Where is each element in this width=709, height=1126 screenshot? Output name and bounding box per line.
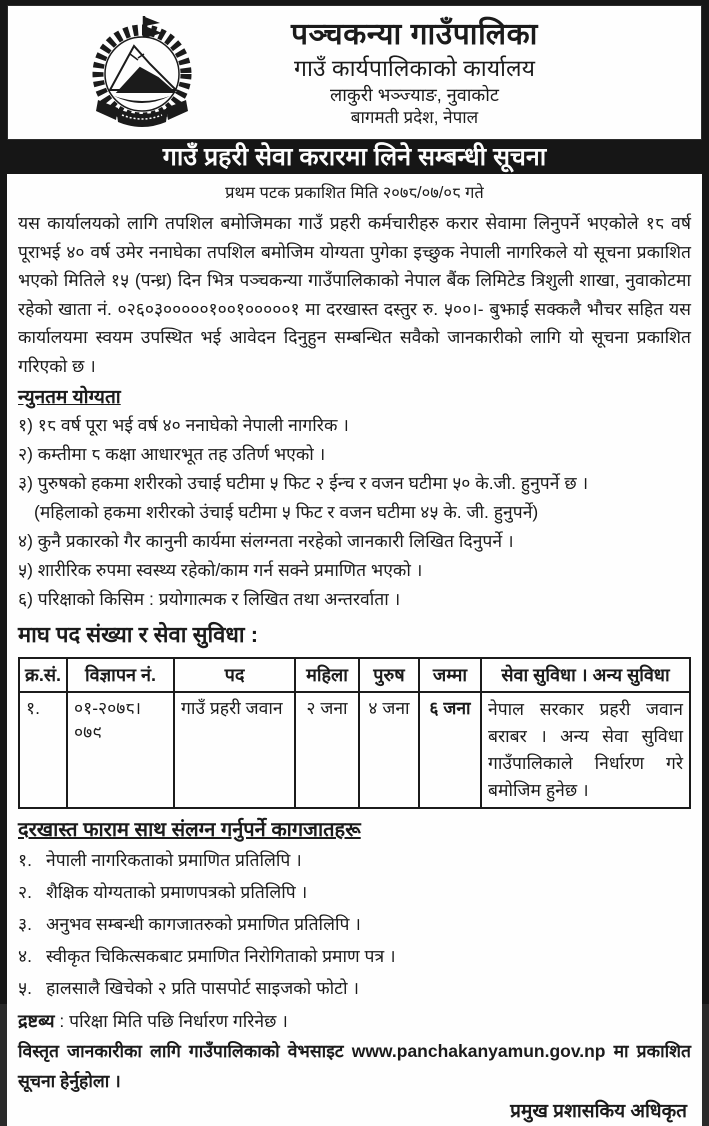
website-line-post: मा प्रकाशित सूचना हेर्नुहोला । [18,1041,692,1091]
col-facility: सेवा सुविधा । अन्य सुविधा [481,658,690,692]
cell-facility: नेपाल सरकार प्रहरी जवान बराबर । अन्य सेवा सुविधा गाउँपालिकाले निर्धारण गरे बमोजिम हुनेछ । [481,692,690,808]
website-line [18,1036,691,1096]
document-item [18,972,691,1004]
col-advert-no: विज्ञापन नं. [67,658,174,692]
document-item-number: १. [18,850,32,870]
qualification-item-note: (महिलाको हकमा शरीरको उंचाई घटीमा ५ फिट र वजन घटीमा ४५ के. जी. हुनुपर्ने) [34,502,539,522]
cell-male: ४ जना [359,692,419,808]
document-item [18,940,691,972]
remark-text: : परिक्षा मिति पछि निर्धारण गरिनेछ । [54,1011,288,1031]
document-item-number: २. [18,882,32,902]
qualification-item: २) कम्तीमा ८ कक्षा आधारभूत तह उतिर्ण भएको । [18,444,326,464]
document-item-number: ५. [18,978,32,998]
published-date-line: प्रथम पटक प्रकाशित मिति २०७८/०७/०८ गते [225,184,484,202]
website-url: www.panchakanyamun.gov.np [351,1041,606,1061]
remark-label: द्रष्टब्य [18,1011,55,1031]
qualifications-heading: न्युनतम योग्यता [18,387,121,408]
vacancy-heading: माघ पद संख्या र सेवा सुविधा : [18,622,259,647]
qualification-item: ३) पुरुषको हकमा शरीरको उचाई घटीमा ५ फिट २ ईन्च र वजन घटीमा ५० के.जी. हुनुपर्ने छ । [18,473,589,493]
qualification-item: ६) परिक्षाको किसिम : प्रयोगात्मक र लिखित तथा अन्तरर्वाता । [18,589,401,609]
col-post: पद [174,658,295,692]
address-line-2: बागमती प्रदेश, नेपाल [350,107,479,127]
website-line-pre: विस्तृत जानकारीका लागि गाउँपालिकाको वेभसाइट [18,1041,352,1061]
cell-serial-no: १. [19,692,67,808]
document-item [18,844,691,876]
remark-line [18,1006,691,1036]
vacancy-table [18,657,691,809]
documents-heading: दरखास्त फाराम साथ संलग्न गर्नुपर्ने कागजातहरू [18,819,361,841]
col-female: महिला [295,658,359,692]
cell-post: गाउँ प्रहरी जवान [174,692,295,808]
document-item [18,908,691,940]
address-line-1: लाकुरी भञ्ज्याङ, नुवाकोट [330,84,499,105]
cell-female: २ जना [295,692,359,808]
signature-title: प्रमुख प्रशासकिय अधिकृत [510,1101,687,1122]
municipality-name: पञ्चकन्या गाउँपालिका [291,17,538,51]
document-item-text: शैक्षिक योग्यताको प्रमाणपत्रको प्रतिलिपि । [46,882,308,902]
notice-paragraph: यस कार्यालयको लागि तपशिल बमोजिमका गाउँ प्रहरी कर्मचारीहरु करार सेवामा लिनुपर्ने भएकोले १८ वर्ष पूराभई ४० वर्ष उमेर ननाघेका तपशिल बमोजिम योग्यता पुगेका इच्छुक नेपाली नागरिकले यो सूचना प्रकाशित भएको मितिले १५ (पन्ध्र) दिन भित्र पञ्चकन्या गाउँपालिकाको नेपाल बैंक लिमिटेड त्रिशुली शाखा, नुवाकोटमा रहेको खाता नं. ०२६०३०००००१००१०००००१ मा दरखास्त दस्तुर रु. ५००।- बुझाई सक्कलै भौचर सहित यस कार्यालयमा स्वयम उपस्थित भई आवेदन दिनुहुन सम्बन्धित सवैको जानकारीको लागि यो सूचना प्रकाशित गरिएको छ । [18,213,691,376]
qualification-item: ४) कुनै प्रकारको गैर कानुनी कार्यमा संलग्नता नरहेको जानकारी लिखित दिनुपर्ने । [18,531,514,551]
col-male: पुरुष [359,658,419,692]
cell-total: ६ जना [419,692,481,808]
vacancy-table-row [19,692,690,808]
col-total: जम्मा [419,658,481,692]
notice-title-banner: गाउँ प्रहरी सेवा करारमा लिने सम्बन्धी सूचना [7,140,702,174]
office-name: गाउँ कार्यपालिकाको कार्यालय [294,54,535,81]
qualification-item: १) १८ वर्ष पूरा भई वर्ष ४० ननाघेको नेपाली नागरिक । [18,415,349,435]
cell-advert-no: ०१-२०७८।०७९ [67,692,174,808]
document-item-text: नेपाली नागरिकताको प्रमाणित प्रतिलिपि । [46,850,302,870]
notice-body [7,174,702,1126]
document-item-text: स्वीकृत चिकित्सकबाट प्रमाणित निरोगिताको प्रमाण पत्र । [46,946,396,966]
document-item-text: हालसालै खिचेको २ प्रति पासपोर्ट साइजको फोटो । [46,978,359,998]
qualification-item: ५) शारीरिक रुपमा स्वस्थ्य रहेको/काम गर्न सक्ने प्रमाणित भएको । [18,560,423,580]
municipality-emblem-icon [88,12,196,134]
vacancy-table-header-row [19,658,690,692]
letterhead [7,5,702,140]
document-item-number: ४. [18,946,32,966]
document-item-text: अनुभव सम्बन्धी कागजातरुको प्रमाणित प्रतिलिपि । [46,914,361,934]
col-serial-no: क्र.सं. [19,658,67,692]
document-item [18,876,691,908]
document-item-number: ३. [18,914,32,934]
